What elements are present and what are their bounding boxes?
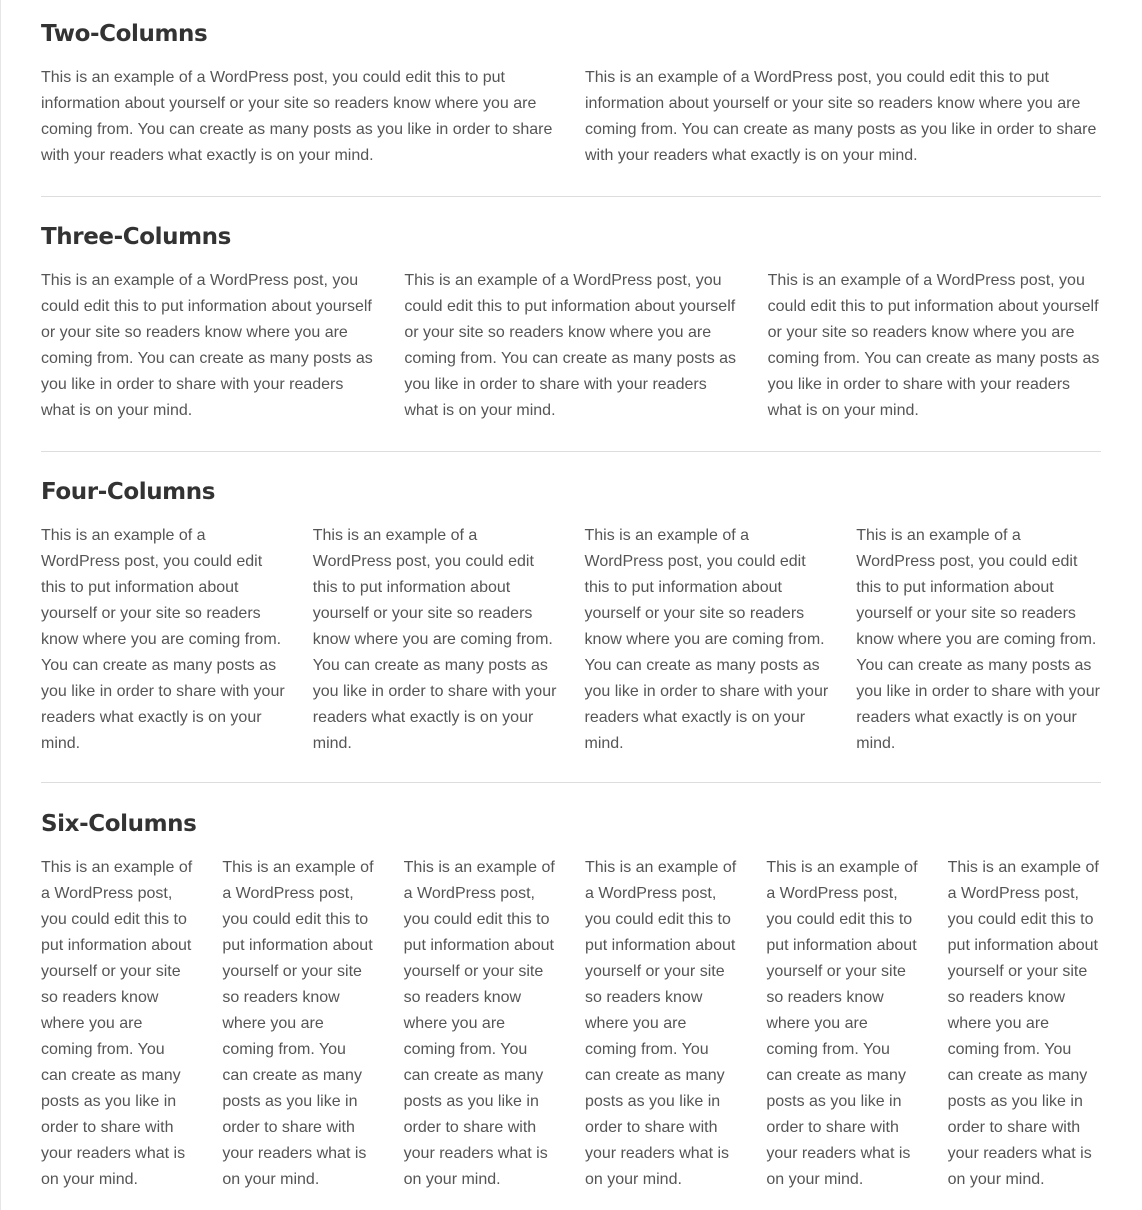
column-text: This is an example of a WordPress post, you could edit this to put information about yourself or your site so readers know where you are coming from. You can create as many posts as you like in order to share with your readers what exactly is on your mind.	[585, 69, 1097, 164]
section-heading: Two-Columns	[41, 21, 208, 47]
column-text: This is an example of a WordPress post, you could edit this to put information about yourself or your site so readers know where you are coming from. You can create as many posts as you like in order to share with your readers what is on your mind.	[766, 859, 918, 1188]
three-columns-section	[41, 222, 1101, 424]
column-text: This is an example of a WordPress post, you could edit this to put information about yourself or your site so readers know where you are coming from. You can create as many posts as you like in order to share with your readers what is on your mind.	[41, 859, 193, 1188]
column-text: This is an example of a WordPress post, you could edit this to put information about yourself or your site so readers know where you are coming from. You can create as many posts as you like in order to share with your readers what exactly is on your mind.	[41, 527, 285, 752]
six-column-row	[41, 855, 1101, 1193]
column-text: This is an example of a WordPress post, you could edit this to put information about yourself or your site so readers know where you are coming from. You can create as many posts as you like in order to share with your readers what exactly is on your mind.	[41, 69, 553, 164]
section-heading: Three-Columns	[41, 224, 231, 250]
section-divider	[41, 782, 1101, 783]
six-columns-section	[41, 809, 1101, 1193]
two-columns-section	[41, 19, 1101, 169]
four-columns-section	[41, 477, 1101, 757]
two-column-row	[41, 65, 1101, 169]
column-text: This is an example of a WordPress post, you could edit this to put information about yourself or your site so readers know where you are coming from. You can create as many posts as you like in order to share with your readers what is on your mind.	[403, 859, 555, 1188]
page-edge-line	[0, 0, 1, 1210]
column-text: This is an example of a WordPress post, you could edit this to put information about yourself or your site so readers know where you are coming from. You can create as many posts as you like in order to share with your readers what exactly is on your mind.	[584, 527, 829, 752]
section-heading: Four-Columns	[41, 479, 216, 505]
four-column-row	[41, 523, 1101, 757]
post-content	[41, 19, 1101, 1193]
column-text: This is an example of a WordPress post, you could edit this to put information about yourself or your site so readers know where you are coming from. You can create as many posts as you like in order to share with your readers what exactly is on your mind.	[312, 527, 557, 752]
column-text: This is an example of a WordPress post, you could edit this to put information about yourself or your site so readers know where you are coming from. You can create as many posts as you like in order to share with your readers what is on your mind.	[41, 272, 373, 419]
column-text: This is an example of a WordPress post, you could edit this to put information about yourself or your site so readers know where you are coming from. You can create as many posts as you like in order to share with your readers what is on your mind.	[767, 272, 1100, 419]
section-heading: Six-Columns	[41, 811, 197, 837]
section-divider	[41, 196, 1101, 197]
column-text: This is an example of a WordPress post, you could edit this to put information about yourself or your site so readers know where you are coming from. You can create as many posts as you like in order to share with your readers what is on your mind.	[222, 859, 374, 1188]
column-text: This is an example of a WordPress post, you could edit this to put information about yourself or your site so readers know where you are coming from. You can create as many posts as you like in order to share with your readers what is on your mind.	[947, 859, 1099, 1188]
column-text: This is an example of a WordPress post, you could edit this to put information about yourself or your site so readers know where you are coming from. You can create as many posts as you like in order to share with your readers what exactly is on your mind.	[856, 527, 1100, 752]
column-text: This is an example of a WordPress post, you could edit this to put information about yourself or your site so readers know where you are coming from. You can create as many posts as you like in order to share with your readers what is on your mind.	[404, 272, 737, 419]
section-divider	[41, 451, 1101, 452]
column-text: This is an example of a WordPress post, you could edit this to put information about yourself or your site so readers know where you are coming from. You can create as many posts as you like in order to share with your readers what is on your mind.	[584, 859, 737, 1188]
three-column-row	[41, 268, 1101, 424]
